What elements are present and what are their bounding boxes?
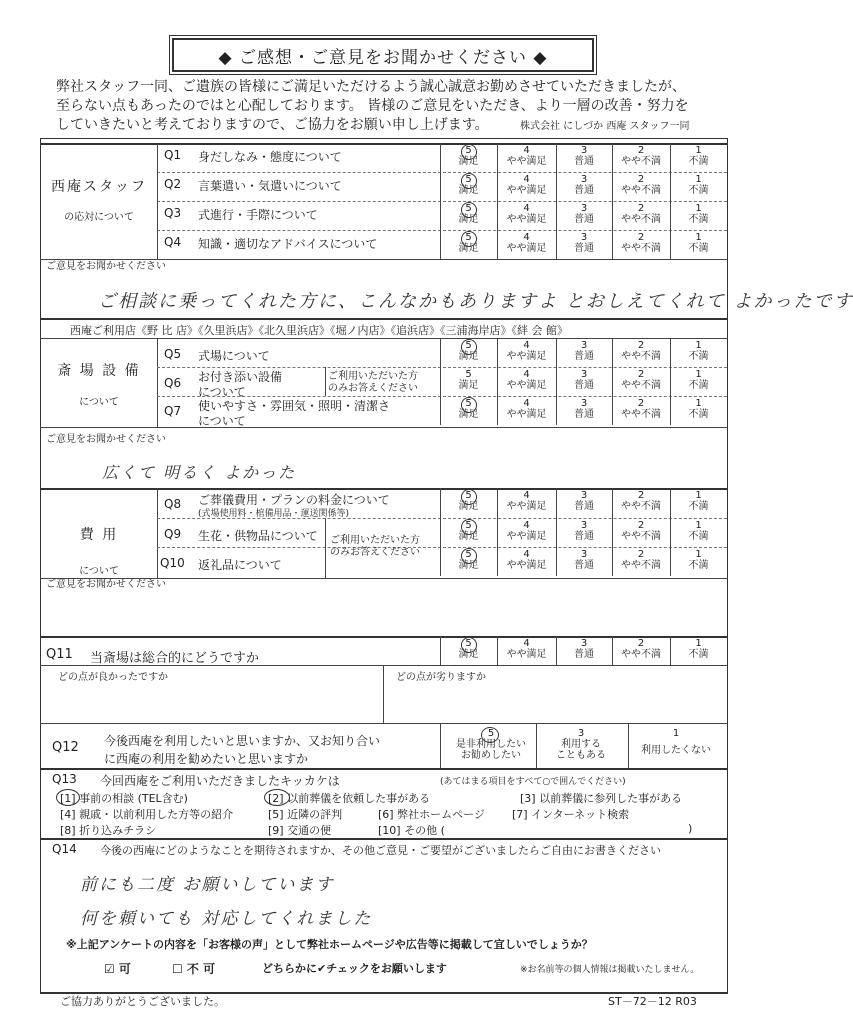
rating-number: 5 [465,174,472,185]
rating-label: 満足 [458,649,479,660]
divider [40,838,727,840]
rating-number: 3 [580,398,588,409]
question-text: 言葉遣い・気遣いについて [198,179,342,193]
rating-label: 不満 [688,214,709,225]
divider [628,723,629,768]
rating-label: やや不満 [621,531,661,542]
rating-option-1[interactable] [670,174,727,196]
rating-label: やや不満 [621,649,661,660]
question-hint: (あてはまる項目をすべて○で囲んでください) [440,777,626,787]
rating-option-2[interactable] [612,549,670,571]
rating-option-1[interactable] [670,340,727,362]
rating-option-4[interactable] [497,340,556,362]
rating-label: 不満 [688,156,709,167]
rating-option-2[interactable] [612,369,670,391]
q13-option[interactable]: [3] 以前葬儀に参列した事がある [520,792,683,805]
selection-circle [481,727,499,743]
rating-label: 満足 [458,351,479,362]
question-number: Q12 [52,740,79,755]
rating-label: やや満足 [506,380,547,391]
rating-label: やや満足 [506,243,547,254]
selection-circle [461,397,477,413]
question-number: Q1 [164,148,182,162]
consent-yes-checkbox[interactable]: ☑ 可 [104,962,131,976]
rating-label: 普通 [574,380,594,391]
question-number: Q4 [164,235,182,249]
rating-number: 4 [523,638,530,649]
option-number: 5 [487,728,495,739]
rating-number: 5 [465,232,472,243]
rating-label: 満足 [458,380,479,391]
q13-option[interactable]: [6] 弊社ホームページ [378,808,485,821]
q13-option[interactable]: [2] 以前葬儀を依頼した事がある [268,792,431,805]
question-text: 身だしなみ・態度について [198,150,342,164]
q9-note [330,535,420,559]
rating-option-3[interactable] [556,490,612,512]
rating-number: 2 [637,174,645,185]
rating-number: 1 [695,520,702,531]
note-line: のみお答えください [330,547,420,558]
rating-option-2[interactable] [612,398,670,420]
rating-number: 1 [695,369,702,380]
question-text: 今回西庵をご利用いただきましたキッカケは [100,774,340,788]
question-text: 生花・供物品について [198,529,318,543]
question-text: 当斎場は総合的にどうですか [90,651,260,666]
rating-label: 満足 [458,560,479,571]
rating-number: 3 [580,203,588,214]
rating-label: やや満足 [506,501,547,512]
question-text: について [198,385,246,399]
venue-list: 西庵ご利用店《野 比 店》《久里浜店》《北久里浜店》《堀ノ内店》《追浜店》《三浦海岸店》《絆 会 館》 [70,324,568,337]
question-number: Q9 [164,527,182,541]
q13-option[interactable]: [9] 交通の便 [268,824,332,837]
rating-option-1[interactable] [670,398,727,420]
selection-circle [461,489,477,505]
thanks-text: ご協力ありがとうございました。 [60,995,225,1008]
rating-number: 4 [523,340,530,351]
q12-option-1[interactable] [630,728,722,756]
divider [40,427,727,428]
question-note: (式場使用料・棺備用品・運送関係等) [198,509,350,519]
q13-option[interactable]: [7] インターネット検索 [512,808,630,821]
rating-number: 1 [695,174,702,185]
rating-label: やや不満 [621,409,661,420]
selection-circle [461,144,477,160]
bad-caption: どの点が劣りますか [396,672,486,683]
rating-number: 3 [580,490,588,501]
divider [40,318,727,320]
rating-number: 1 [695,232,702,243]
rating-label: 満足 [458,214,479,225]
rating-label: やや不満 [621,501,661,512]
rating-option-3[interactable] [556,549,612,571]
rating-number: 5 [465,638,472,649]
section-label-facility: 斎 場 設 備 [57,363,141,379]
rating-label: 不満 [688,531,709,542]
divider [157,201,727,202]
rating-label: 満足 [458,156,479,167]
rating-label: 普通 [574,501,594,512]
q13-option[interactable]: [4] 親戚・以前利用した方等の紹介 [60,808,234,821]
question-number: Q6 [164,376,182,390]
rating-label: 普通 [574,649,594,660]
rating-number: 4 [523,174,530,185]
rating-number: 2 [637,549,645,560]
rating-number: 1 [695,549,702,560]
selection-circle [461,519,477,535]
rating-label: やや不満 [621,351,661,362]
intro-line: 弊社スタッフ一同、ご遺族の皆様にご満足いただけるよう誠心誠意お勤めさせていただきましたが、 [56,79,686,95]
divider [325,367,326,396]
rating-label: やや不満 [621,185,661,196]
rating-option-4[interactable] [497,398,556,420]
question-number: Q5 [164,347,182,361]
rating-label: 不満 [688,243,709,254]
note-line: ご利用いただいた方 [328,371,418,382]
note-line: のみお答えください [328,383,418,394]
rating-label: 普通 [574,531,594,542]
rating-option-4[interactable] [497,369,556,391]
rating-option-3[interactable] [556,369,612,391]
rating-option-4[interactable] [497,203,556,225]
rating-label: 満足 [458,243,479,254]
rating-number: 5 [465,340,472,351]
comment-caption: ご意見をお聞かせください [46,261,166,272]
option-label: 利用する [561,739,601,750]
question-text: に西庵の利用を勧めたいと思いますか [104,752,309,766]
rating-number: 2 [637,520,645,531]
rating-number: 1 [695,398,702,409]
divider [40,338,727,339]
option-label: こともある [556,750,606,761]
question-number: Q10 [160,556,185,570]
rating-label: やや不満 [621,156,661,167]
comment-caption: ご意見をお聞かせください [46,434,166,445]
rating-number: 5 [465,369,472,380]
rating-label: やや不満 [621,243,661,254]
rating-option-3[interactable] [556,203,612,225]
divider [40,768,727,770]
question-number: Q13 [52,772,77,786]
rating-number: 3 [580,174,588,185]
rating-number: 2 [637,638,645,649]
rating-option-5[interactable] [440,369,497,391]
rating-number: 5 [465,549,472,560]
rating-option-1[interactable] [670,638,727,660]
rating-number: 3 [580,638,588,649]
q13-option: ) [688,822,693,835]
rating-number: 4 [523,490,530,501]
rating-option-1[interactable] [670,232,727,254]
question-text: 式進行・手際について [198,208,318,222]
option-number: 3 [577,728,585,739]
question-number: Q2 [164,177,182,191]
form-code: ST－72－12 R03 [608,995,697,1008]
q13-option[interactable]: [10] その他 ( [378,824,445,837]
intro-line: していきたいと考えておりますので、ご協力をお願い申し上げます。 [56,117,489,133]
rating-label: やや満足 [506,214,547,225]
rating-label: やや満足 [506,409,547,420]
question-text: 今後西庵を利用したいと思いますか、又お知り合い [104,734,381,748]
rating-label: 不満 [688,501,709,512]
rating-label: 普通 [574,409,594,420]
question-number: Q7 [164,404,182,418]
rating-label: 満足 [458,531,479,542]
rating-number: 4 [523,203,530,214]
option-label: 是非利用したい [456,739,526,750]
question-number: Q14 [52,842,77,856]
rating-number: 5 [465,145,472,156]
rating-number: 5 [465,520,472,531]
rating-number: 1 [695,145,702,156]
question-text: お付き添い設備 [198,370,283,384]
rating-option-3[interactable] [556,340,612,362]
rating-number: 3 [580,145,588,156]
section-label-cost: 費 用 [79,527,119,543]
rating-number: 5 [465,398,472,409]
question-text: について [198,414,246,428]
question-text: 式場について [198,349,270,363]
rating-label: やや不満 [621,214,661,225]
privacy-note: ※お名前等の個人情報は掲載いたしません。 [520,965,700,975]
rating-number: 3 [580,369,588,380]
selection-circle [461,548,477,564]
divider [440,723,441,768]
rating-label: やや不満 [621,560,661,571]
q13-option[interactable]: [8] 折り込みチラシ [60,824,157,837]
rating-option-3[interactable] [556,232,612,254]
rating-label: 満足 [458,185,479,196]
section-sub-staff: の応対について [64,212,134,223]
rating-label: 普通 [574,243,594,254]
selection-circle [461,339,477,355]
rating-number: 1 [695,203,702,214]
page-title: ◆ ご感想・ご意見をお聞かせください ◆ [172,38,594,72]
selection-circle [461,637,477,653]
rating-label: やや満足 [506,156,547,167]
rating-number: 4 [523,398,530,409]
rating-option-4[interactable] [497,145,556,167]
question-number: Q8 [164,497,182,511]
question-text: 返礼品について [198,558,282,572]
rating-label: やや満足 [506,560,547,571]
rating-option-3[interactable] [556,638,612,660]
intro-line: 至らない点もあったのではと心配しております。 皆様のご意見をいただき、より一層の改善・努力を [56,98,689,114]
rating-number: 1 [695,340,702,351]
company-signature: 株式会社 にしづか 西庵 スタッフ一同 [520,121,690,132]
q13-option[interactable]: [1] 事前の相談 (TEL含む) [60,792,188,805]
rating-number: 5 [465,203,472,214]
question-text: 今後の西庵にどのようなことを期待されますか、その他ご意見・ご要望がございましたらご自由にお書きください [100,844,661,857]
rating-option-2[interactable] [612,638,670,660]
consent-question: ※上記アンケートの内容を「お客様の声」として弊社ホームページや広告等に掲載して宜しいでしょうか？ [66,938,593,951]
rating-label: 満足 [458,501,479,512]
consent-no-checkbox[interactable]: ☐ 不 可 [172,962,216,976]
selection-circle [461,173,477,189]
rating-number: 4 [523,232,530,243]
q6-note [328,371,418,395]
rating-number: 2 [637,145,645,156]
rating-option-3[interactable] [556,174,612,196]
rating-number: 2 [637,232,645,243]
rating-label: 普通 [574,351,594,362]
rating-option-1[interactable] [670,549,727,571]
q12-option-3[interactable] [536,728,626,761]
rating-number: 3 [580,520,588,531]
rating-option-4[interactable] [497,174,556,196]
divider [157,230,727,231]
rating-option-1[interactable] [670,145,727,167]
rating-label: 普通 [574,185,594,196]
rating-number: 2 [637,203,645,214]
rating-option-4[interactable] [497,549,556,571]
rating-number: 2 [637,398,645,409]
handwritten-comment: 何を頼いても 対応してくれました [80,909,373,929]
divider [157,338,158,427]
rating-option-2[interactable] [612,174,670,196]
rating-label: 不満 [688,351,709,362]
rating-option-2[interactable] [612,145,670,167]
option-label: お勧めしたい [461,750,521,761]
rating-number: 1 [695,638,702,649]
question-number: Q3 [164,206,182,220]
comment-caption: ご意見をお聞かせください [46,579,166,590]
question-text: 使いやすさ・雰囲気・照明・清潔さ [198,399,391,413]
rating-label: やや満足 [506,531,547,542]
rating-label: やや満足 [506,649,547,660]
rating-option-2[interactable] [612,203,670,225]
rating-option-4[interactable] [497,490,556,512]
rating-option-3[interactable] [556,520,612,542]
rating-number: 3 [580,549,588,560]
rating-number: 2 [637,340,645,351]
divider [157,488,158,578]
good-caption: どの点が良かったですか [58,672,168,683]
rating-label: 普通 [574,156,594,167]
rating-label: 満足 [458,409,479,420]
rating-number: 3 [580,340,588,351]
selection-circle [461,202,477,218]
q13-option[interactable]: [5] 近隣の評判 [268,808,343,821]
rating-option-4[interactable] [497,520,556,542]
rating-label: 普通 [574,560,594,571]
rating-label: 不満 [688,380,709,391]
option-number: 1 [672,728,680,739]
rating-label: やや満足 [506,351,547,362]
rating-option-1[interactable] [670,520,727,542]
handwritten-comment: 前にも二度 お願いしています [80,875,335,895]
rating-label: 普通 [574,214,594,225]
rating-option-4[interactable] [497,232,556,254]
rating-number: 4 [523,520,530,531]
divider [325,518,326,578]
note-line: ご利用いただいた方 [330,535,420,546]
rating-label: 不満 [688,649,709,660]
rating-label: やや不満 [621,380,661,391]
rating-number: 5 [465,490,472,501]
selection-circle [461,231,477,247]
question-text: ご葬儀費用・プランの料金について [198,493,390,507]
rating-option-2[interactable] [612,232,670,254]
rating-option-4[interactable] [497,638,556,660]
consent-instruction: どちらかに✔チェックをお願いします [262,962,447,975]
rating-option-1[interactable] [670,490,727,512]
rating-option-2[interactable] [612,340,670,362]
divider [40,723,727,724]
option-label: 利用したくない [641,745,711,756]
selection-circle [264,789,290,806]
rating-label: やや満足 [506,185,547,196]
rating-label: 不満 [688,185,709,196]
rating-option-1[interactable] [670,369,727,391]
section-sub-cost: について [79,566,119,577]
question-number: Q11 [46,647,73,662]
rating-option-3[interactable] [556,398,612,420]
rating-number: 3 [580,232,588,243]
divider [157,172,727,173]
handwritten-comment: 広くて 明るく よかった [102,463,297,482]
section-label-staff: 西庵スタッフ [51,179,147,195]
divider [157,547,727,548]
rating-option-2[interactable] [612,520,670,542]
rating-number: 4 [523,549,530,560]
rating-label: 不満 [688,560,709,571]
rating-option-1[interactable] [670,203,727,225]
divider [383,665,384,723]
rating-number: 2 [637,490,645,501]
rating-label: 不満 [688,409,709,420]
divider [157,143,158,259]
rating-number: 1 [695,490,702,501]
selection-circle [56,789,80,806]
question-text: 知識・適切なアドバイスについて [198,237,378,251]
rating-option-2[interactable] [612,490,670,512]
handwritten-comment: ご相談に乗ってくれた方に、こんなかもありますよ とおしえてくれて よかったです [98,291,853,312]
section-sub-facility: について [79,397,119,408]
rating-number: 2 [637,369,645,380]
rating-number: 4 [523,145,530,156]
rating-option-3[interactable] [556,145,612,167]
rating-number: 4 [523,369,530,380]
